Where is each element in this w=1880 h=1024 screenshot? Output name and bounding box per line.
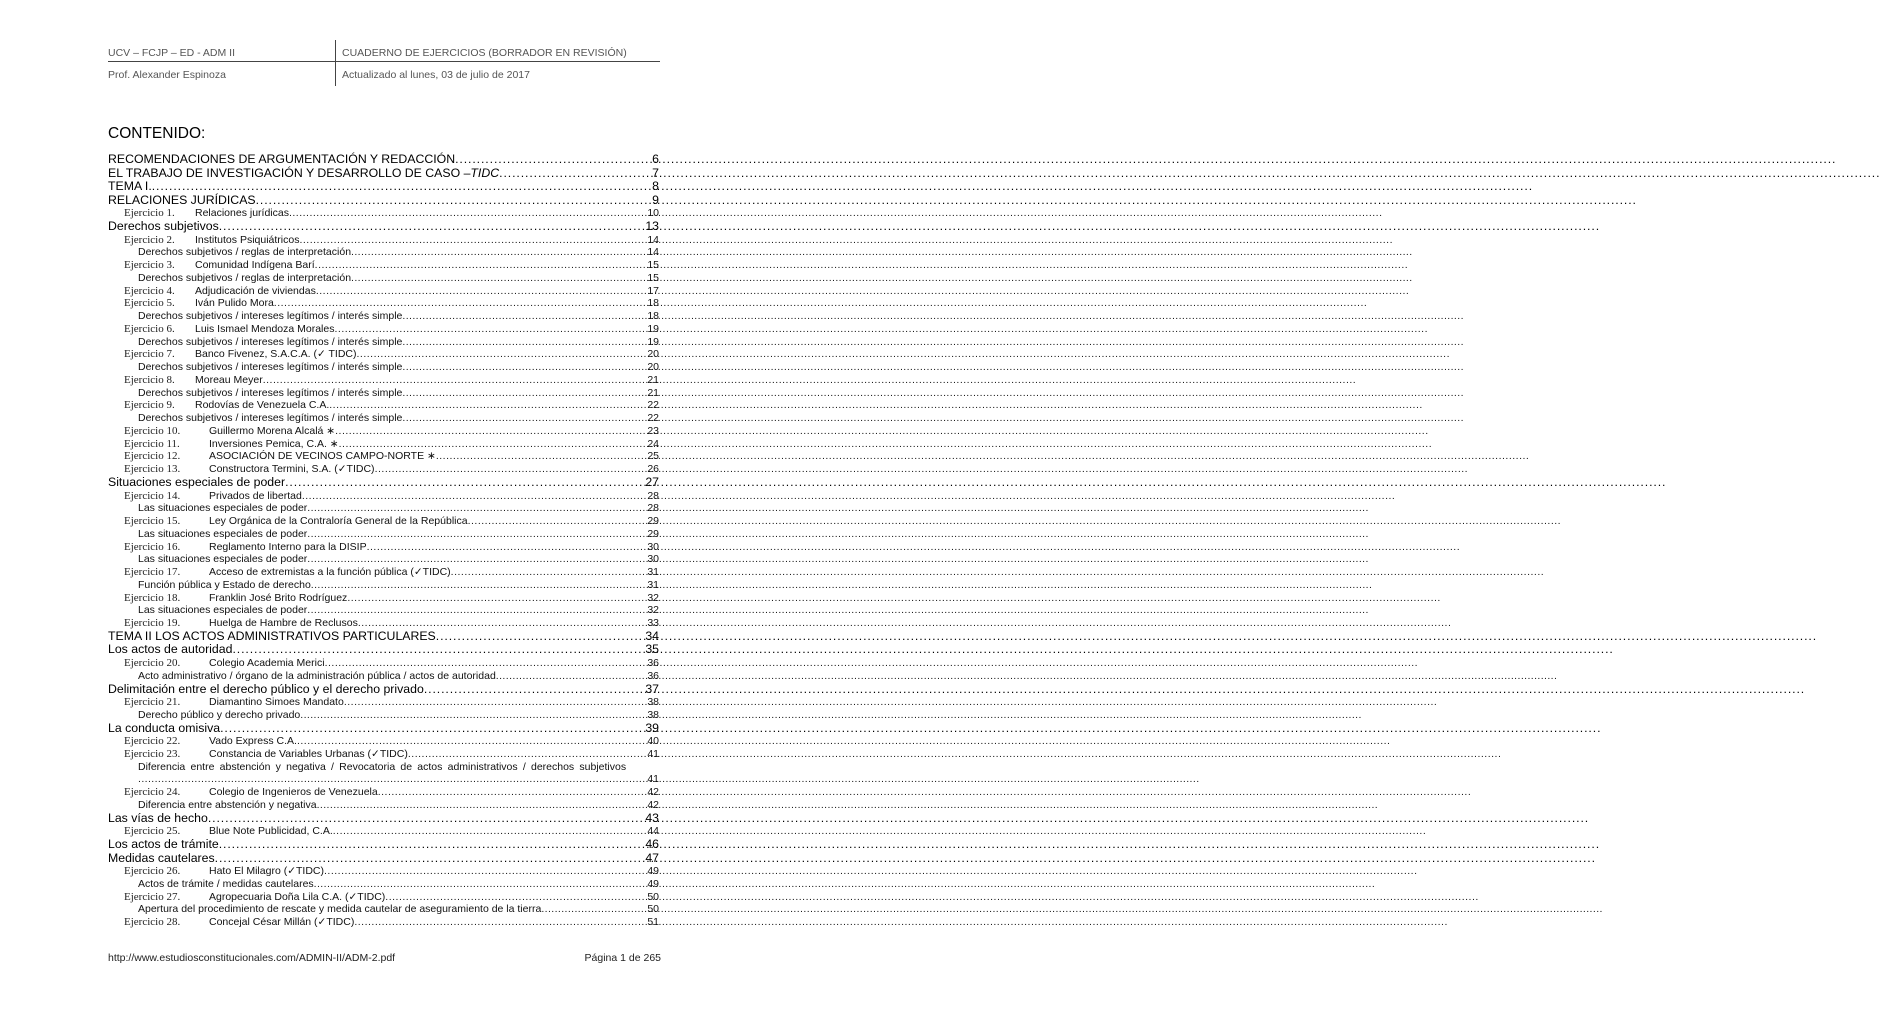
toc-page-number: 25 bbox=[647, 450, 659, 463]
toc-page-number: 47 bbox=[645, 850, 659, 865]
toc-dot-leader bbox=[329, 399, 646, 412]
toc-exercise-label: Ejercicio 11. bbox=[124, 437, 180, 450]
toc-page-number: 26 bbox=[647, 463, 659, 476]
toc-page-number: 9 bbox=[652, 192, 659, 207]
toc-page-number: 37 bbox=[645, 681, 659, 696]
toc-subtopic-entry[interactable] bbox=[108, 246, 659, 259]
toc-section-title: EL TRABAJO DE INVESTIGACIÓN Y DESARROLLO DE CASO – bbox=[108, 165, 471, 180]
header-document-title: CUADERNO DE EJERCICIOS (BORRADOR EN REVISIÓN) bbox=[342, 47, 627, 59]
toc-exercise-title: Rodovías de Venezuela C.A. bbox=[195, 399, 330, 412]
toc-exercise-label: Ejercicio 12. bbox=[124, 450, 181, 463]
toc-page-number: 43 bbox=[645, 810, 659, 825]
toc-section-entry[interactable] bbox=[108, 153, 659, 167]
toc-exercise-entry[interactable] bbox=[108, 323, 659, 336]
toc-dot-leader bbox=[455, 153, 651, 167]
toc-exercise-entry[interactable] bbox=[108, 657, 659, 670]
toc-section-title: Situaciones especiales de poder bbox=[108, 474, 286, 489]
toc-exercise-entry[interactable] bbox=[108, 735, 659, 748]
toc-page-number: 42 bbox=[647, 798, 659, 811]
toc-exercise-label: Ejercicio 1. bbox=[124, 207, 175, 220]
toc-dot-leader bbox=[424, 683, 645, 697]
toc-exercise-entry[interactable] bbox=[108, 748, 659, 761]
toc-page-number: 40 bbox=[647, 735, 659, 748]
toc-dot-leader bbox=[299, 234, 646, 247]
toc-exercise-title: Inversiones Pemica, C.A. ∗ bbox=[209, 437, 339, 450]
toc-exercise-entry[interactable] bbox=[108, 865, 659, 878]
toc-exercise-label: Ejercicio 7. bbox=[124, 348, 175, 361]
toc-page-number: 49 bbox=[647, 865, 659, 878]
toc-subtopic-entry[interactable] bbox=[108, 604, 659, 617]
toc-exercise-title: Concejal César Millán (✓TIDC) bbox=[209, 916, 355, 929]
toc-dot-leader bbox=[378, 786, 647, 799]
toc-dot-leader bbox=[325, 657, 647, 670]
toc-subtopic-title: Derecho público y derecho privado bbox=[138, 708, 301, 721]
toc-exercise-entry[interactable] bbox=[108, 916, 659, 929]
toc-section-entry[interactable] bbox=[108, 180, 659, 194]
toc-exercise-label: Ejercicio 19. bbox=[124, 617, 181, 630]
toc-page-number: 33 bbox=[647, 617, 659, 630]
toc-dot-leader bbox=[219, 220, 645, 234]
header-updated-date: Actualizado al lunes, 03 de julio de 2017 bbox=[342, 69, 530, 81]
toc-page-number: 21 bbox=[647, 373, 659, 386]
toc-subtopic-title: Derechos subjetivos / intereses legítimos / interés simple bbox=[138, 386, 403, 399]
toc-exercise-label: Ejercicio 18. bbox=[124, 591, 181, 604]
toc-dot-leader bbox=[496, 670, 647, 683]
toc-exercise-title: Iván Pulido Mora bbox=[195, 297, 274, 310]
toc-exercise-entry[interactable] bbox=[108, 515, 659, 528]
toc-subtopic-entry[interactable] bbox=[108, 310, 659, 323]
header-divider-horizontal bbox=[108, 61, 660, 62]
toc-section-entry[interactable] bbox=[108, 722, 659, 736]
toc-exercise-title: Luis Ismael Mendoza Morales bbox=[195, 322, 335, 335]
toc-dot-leader bbox=[317, 799, 647, 812]
toc-dot-leader bbox=[335, 425, 646, 438]
toc-exercise-label: Ejercicio 9. bbox=[124, 399, 175, 412]
toc-section-title: Medidas cautelares bbox=[108, 850, 215, 865]
toc-page-number: 22 bbox=[647, 399, 659, 412]
toc-exercise-title: Vado Express C.A. bbox=[209, 735, 297, 748]
toc-page-number: 50 bbox=[647, 903, 659, 916]
toc-page-number: 50 bbox=[647, 890, 659, 903]
toc-exercise-entry[interactable] bbox=[108, 450, 659, 463]
toc-dot-leader bbox=[356, 348, 646, 361]
toc-dot-leader bbox=[302, 490, 647, 503]
toc-dot-leader bbox=[358, 617, 646, 630]
toc-section-title: RECOMENDACIONES DE ARGUMENTACIÓN Y REDACCIÓN bbox=[108, 152, 456, 166]
toc-exercise-entry[interactable] bbox=[108, 297, 659, 310]
toc-exercise-entry[interactable] bbox=[108, 617, 659, 630]
toc-exercise-label: Ejercicio 6. bbox=[124, 322, 175, 335]
toc-page-number: 32 bbox=[647, 604, 659, 617]
toc-subtopic-title: Derechos subjetivos / intereses legítimos / interés simple bbox=[138, 310, 403, 323]
toc-exercise-label: Ejercicio 27. bbox=[124, 890, 181, 903]
toc-exercise-entry[interactable] bbox=[108, 490, 659, 503]
toc-subtopic-entry[interactable] bbox=[108, 878, 659, 891]
toc-exercise-label: Ejercicio 16. bbox=[124, 540, 181, 553]
toc-exercise-entry[interactable] bbox=[108, 285, 659, 298]
toc-exercise-label: Ejercicio 21. bbox=[124, 696, 181, 709]
toc-page-number: 7 bbox=[652, 165, 659, 180]
toc-dot-leader bbox=[351, 246, 646, 259]
toc-subtopic-entry[interactable] bbox=[108, 272, 659, 285]
toc-dot-leader bbox=[307, 502, 646, 515]
toc-page-number: 22 bbox=[647, 412, 659, 425]
toc-dot-leader bbox=[347, 592, 646, 605]
toc-exercise-title: Colegio de Ingenieros de Venezuela bbox=[209, 786, 378, 799]
toc-section-entry[interactable] bbox=[108, 630, 659, 644]
toc-exercise-entry[interactable] bbox=[108, 541, 659, 554]
toc-dot-leader bbox=[499, 167, 651, 181]
toc-subtopic-title: Las situaciones especiales de poder bbox=[138, 604, 308, 617]
toc-page-number: 21 bbox=[647, 386, 659, 399]
toc-page-number: 36 bbox=[647, 669, 659, 682]
toc-dot-leader bbox=[351, 272, 646, 285]
toc-dot-leader bbox=[402, 310, 646, 323]
toc-exercise-entry[interactable] bbox=[108, 399, 659, 412]
toc-section-entry[interactable] bbox=[108, 838, 659, 852]
toc-exercise-entry[interactable] bbox=[108, 374, 659, 387]
toc-section-title: Los actos de trámite bbox=[108, 837, 219, 852]
toc-page-number: 35 bbox=[645, 642, 659, 657]
toc-exercise-title: Huelga de Hambre de Reclusos bbox=[209, 617, 358, 630]
toc-exercise-title: Colegio Academia Merici bbox=[209, 657, 325, 669]
toc-exercise-title: Reglamento Interno para la DISIP bbox=[209, 540, 367, 553]
toc-dot-leader bbox=[324, 865, 646, 878]
table-of-contents bbox=[108, 153, 659, 929]
toc-dot-leader bbox=[307, 528, 646, 541]
toc-dot-leader bbox=[541, 903, 646, 916]
toc-page-number: 18 bbox=[647, 297, 659, 310]
toc-section-entry[interactable] bbox=[108, 476, 659, 490]
toc-exercise-title: Agropecuaria Doña Lila C.A. (✓TIDC) bbox=[209, 890, 386, 903]
toc-dot-leader bbox=[339, 438, 647, 451]
toc-dot-leader bbox=[208, 812, 645, 826]
toc-page-number: 29 bbox=[647, 527, 659, 540]
toc-page-number: 15 bbox=[647, 271, 659, 284]
toc-exercise-label: Ejercicio 15. bbox=[124, 515, 181, 528]
toc-subtopic-title: Las situaciones especiales de poder bbox=[138, 527, 308, 540]
toc-page-number: 8 bbox=[652, 179, 659, 194]
toc-exercise-title: Constructora Termini, S.A. (✓TIDC) bbox=[209, 463, 375, 476]
toc-exercise-title: Privados de libertad bbox=[209, 489, 302, 502]
toc-exercise-title: Constancia de Variables Urbanas (✓TIDC) bbox=[209, 747, 408, 760]
toc-page-number: 32 bbox=[647, 591, 659, 604]
toc-page-number: 38 bbox=[647, 708, 659, 721]
toc-section-entry[interactable] bbox=[108, 643, 659, 657]
toc-section-entry[interactable] bbox=[108, 220, 659, 234]
toc-subtopic-entry[interactable] bbox=[108, 528, 659, 541]
toc-dot-leader bbox=[367, 541, 647, 554]
toc-exercise-entry[interactable] bbox=[108, 696, 659, 709]
toc-dot-leader bbox=[232, 643, 644, 657]
toc-page-number: 24 bbox=[647, 437, 659, 450]
toc-subtopic-entry[interactable] bbox=[108, 361, 659, 374]
toc-section-entry[interactable] bbox=[108, 167, 659, 181]
toc-page-number: 10 bbox=[647, 207, 659, 220]
toc-dot-leader bbox=[402, 361, 646, 374]
toc-subtopic-title: Diferencia entre abstención y negativa bbox=[138, 798, 317, 811]
toc-page-number: 31 bbox=[647, 566, 659, 579]
toc-dot-leader bbox=[354, 916, 646, 929]
toc-exercise-entry[interactable] bbox=[108, 259, 659, 272]
toc-page-number: 46 bbox=[645, 837, 659, 852]
toc-page-number: 34 bbox=[645, 628, 659, 643]
toc-subtopic-title: Las situaciones especiales de poder bbox=[138, 553, 308, 566]
toc-section-entry[interactable] bbox=[108, 852, 659, 866]
toc-subtopic-entry[interactable] bbox=[108, 903, 659, 916]
toc-page-number: 15 bbox=[647, 259, 659, 272]
toc-exercise-title: Hato El Milagro (✓TIDC) bbox=[209, 865, 324, 878]
toc-exercise-entry[interactable] bbox=[108, 425, 659, 438]
toc-exercise-entry[interactable] bbox=[108, 786, 659, 799]
toc-section-title: RELACIONES JURÍDICAS bbox=[108, 192, 256, 207]
toc-page-number: 42 bbox=[647, 786, 659, 799]
toc-exercise-title: Acceso de extremistas a la función pública (✓TIDC) bbox=[209, 566, 451, 579]
toc-section-title: Las vías de hecho bbox=[108, 810, 208, 825]
toc-exercise-label: Ejercicio 2. bbox=[124, 233, 175, 246]
footer-url[interactable]: http://www.estudiosconstitucionales.com/ADMIN-II/ADM-2.pdf bbox=[108, 952, 396, 964]
toc-dot-leader bbox=[385, 891, 646, 904]
toc-exercise-label: Ejercicio 14. bbox=[124, 489, 181, 502]
toc-subtopic-title: Derechos subjetivos / reglas de interpretación bbox=[138, 271, 352, 284]
toc-page-number: 28 bbox=[647, 502, 659, 515]
toc-exercise-label: Ejercicio 5. bbox=[124, 297, 175, 310]
toc-page-number: 51 bbox=[647, 916, 659, 929]
toc-section-title-italic: TIDC bbox=[470, 165, 500, 180]
toc-subtopic-entry[interactable] bbox=[108, 387, 659, 400]
toc-exercise-title: Comunidad Indígena Barí bbox=[195, 259, 315, 272]
toc-dot-leader bbox=[315, 259, 647, 272]
toc-section-entry[interactable] bbox=[108, 812, 659, 826]
toc-dot-leader bbox=[215, 852, 645, 866]
toc-dot-leader bbox=[152, 180, 651, 194]
toc-exercise-label: Ejercicio 24. bbox=[124, 786, 181, 799]
toc-exercise-entry[interactable] bbox=[108, 348, 659, 361]
toc-page-number: 20 bbox=[647, 361, 659, 374]
toc-page-number: 17 bbox=[647, 284, 659, 297]
toc-exercise-entry[interactable] bbox=[108, 566, 659, 579]
toc-section-title: Los actos de autoridad bbox=[108, 642, 233, 657]
toc-page-number: 30 bbox=[647, 540, 659, 553]
toc-exercise-label: Ejercicio 17. bbox=[124, 566, 181, 579]
toc-exercise-label: Ejercicio 26. bbox=[124, 865, 181, 878]
toc-page-number: 6 bbox=[652, 152, 659, 166]
toc-page-number: 41 bbox=[647, 773, 659, 786]
toc-exercise-entry[interactable] bbox=[108, 438, 659, 451]
toc-dot-leader bbox=[408, 748, 646, 761]
toc-dot-leader bbox=[468, 515, 647, 528]
toc-exercise-label: Ejercicio 28. bbox=[124, 916, 181, 929]
toc-exercise-entry[interactable] bbox=[108, 891, 659, 904]
toc-exercise-title: Franklin José Brito Rodríguez bbox=[209, 591, 348, 604]
toc-exercise-title: Institutos Psiquiátricos bbox=[195, 233, 300, 246]
toc-subtopic-entry[interactable] bbox=[108, 502, 659, 515]
toc-dot-leader bbox=[307, 553, 646, 566]
toc-subtopic-title: Derechos subjetivos / intereses legítimos / interés simple bbox=[138, 361, 403, 374]
toc-dot-leader bbox=[219, 838, 645, 852]
toc-subtopic-entry[interactable] bbox=[108, 336, 659, 349]
toc-section-title: TEMA II LOS ACTOS ADMINISTRATIVOS PARTICULARES bbox=[108, 628, 436, 643]
toc-dot-leader bbox=[311, 579, 647, 592]
page-header bbox=[108, 40, 660, 86]
toc-exercise-label: Ejercicio 8. bbox=[124, 373, 175, 386]
toc-subtopic-entry[interactable] bbox=[108, 579, 659, 592]
toc-page-number: 38 bbox=[647, 696, 659, 709]
toc-dot-leader bbox=[300, 709, 646, 722]
toc-exercise-label: Ejercicio 4. bbox=[124, 284, 175, 297]
toc-dot-leader bbox=[307, 604, 646, 617]
toc-dot-leader bbox=[344, 696, 646, 709]
toc-exercise-title: Adjudicación de viviendas bbox=[195, 284, 316, 297]
toc-dot-leader bbox=[316, 285, 646, 298]
toc-page-number: 27 bbox=[645, 474, 659, 489]
toc-subtopic-title: Derechos subjetivos / intereses legítimos / interés simple bbox=[138, 335, 403, 348]
page-title: CONTENIDO: bbox=[108, 125, 206, 142]
toc-dot-leader bbox=[451, 566, 647, 579]
toc-page-number: 30 bbox=[647, 553, 659, 566]
toc-page-number: 39 bbox=[645, 720, 659, 735]
toc-subtopic-title: Derechos subjetivos / intereses legítimos / interés simple bbox=[138, 412, 403, 425]
toc-section-title: TEMA I. bbox=[108, 179, 152, 194]
toc-subtopic-entry[interactable] bbox=[108, 670, 659, 683]
toc-section-title: Derechos subjetivos bbox=[108, 219, 219, 234]
toc-exercise-label: Ejercicio 10. bbox=[124, 424, 181, 437]
toc-section-title: La conducta omisiva bbox=[108, 720, 221, 735]
toc-page-number: 29 bbox=[647, 515, 659, 528]
toc-section-entry[interactable] bbox=[108, 194, 659, 208]
toc-page-number: 41 bbox=[647, 747, 659, 760]
toc-page-number: 14 bbox=[647, 233, 659, 246]
toc-exercise-entry[interactable] bbox=[108, 234, 659, 247]
toc-exercise-title: Relaciones jurídicas bbox=[195, 207, 289, 220]
toc-subtopic-entry[interactable] bbox=[108, 709, 659, 722]
toc-page-number: 28 bbox=[647, 489, 659, 502]
toc-dot-leader bbox=[436, 630, 645, 644]
toc-exercise-label: Ejercicio 23. bbox=[124, 747, 181, 760]
toc-exercise-label: Ejercicio 20. bbox=[124, 657, 181, 669]
toc-subtopic-title: Acto administrativo / órgano de la administración pública / actos de autoridad bbox=[138, 669, 496, 682]
toc-page-number: 23 bbox=[647, 424, 659, 437]
toc-exercise-title: Blue Note Publicidad, C.A. bbox=[209, 825, 333, 838]
toc-dot-leader bbox=[297, 735, 646, 748]
toc-dot-leader bbox=[138, 773, 646, 786]
toc-page-number: 13 bbox=[645, 219, 659, 234]
toc-exercise-title: Moreau Meyer bbox=[195, 373, 263, 386]
toc-exercise-title: ASOCIACIÓN DE VECINOS CAMPO-NORTE ∗ bbox=[209, 450, 436, 463]
footer-page-number: Página 1 de 265 bbox=[584, 952, 661, 964]
toc-dot-leader bbox=[402, 387, 646, 400]
header-author: Prof. Alexander Espinoza bbox=[108, 69, 226, 81]
toc-page-number: 14 bbox=[647, 246, 659, 259]
toc-subtopic-entry[interactable] bbox=[108, 553, 659, 566]
toc-subtopic-entry[interactable] bbox=[108, 799, 659, 812]
toc-exercise-label: Ejercicio 3. bbox=[124, 259, 175, 272]
toc-page-number: 19 bbox=[647, 335, 659, 348]
toc-page-number: 20 bbox=[647, 348, 659, 361]
toc-subtopic-title: Función pública y Estado de derecho bbox=[138, 578, 311, 591]
toc-exercise-label: Ejercicio 13. bbox=[124, 463, 181, 476]
toc-dot-leader bbox=[314, 878, 647, 891]
toc-dot-leader bbox=[256, 194, 652, 208]
toc-page-number: 19 bbox=[647, 322, 659, 335]
toc-page-number: 18 bbox=[647, 310, 659, 323]
toc-page-number: 31 bbox=[647, 578, 659, 591]
toc-dot-leader bbox=[274, 297, 647, 310]
toc-exercise-title: Ley Orgánica de la Contraloría General de la República bbox=[209, 515, 468, 528]
toc-dot-leader bbox=[334, 323, 646, 336]
toc-exercise-label: Ejercicio 22. bbox=[124, 735, 181, 748]
toc-subtopic-title: Las situaciones especiales de poder bbox=[138, 502, 308, 515]
toc-dot-leader bbox=[402, 336, 646, 349]
toc-section-entry[interactable] bbox=[108, 683, 659, 697]
toc-exercise-label: Ejercicio 25. bbox=[124, 825, 181, 838]
toc-dot-leader bbox=[220, 722, 644, 736]
toc-exercise-title: Banco Fivenez, S.A.C.A. (✓ TIDC) bbox=[195, 348, 357, 361]
toc-section-title: Delimitación entre el derecho público y el derecho privado bbox=[108, 681, 424, 696]
toc-subtopic-text: Diferencia entre abstención y negativa / Revocatoria de actos administrativos / derechos subjetivos bbox=[138, 760, 627, 773]
toc-exercise-title: Guillermo Morena Alcalá ∗ bbox=[209, 424, 336, 437]
toc-page-number: 44 bbox=[647, 825, 659, 838]
toc-page-number: 49 bbox=[647, 877, 659, 890]
toc-subtopic-title: Actos de trámite / medidas cautelares bbox=[138, 877, 314, 890]
toc-exercise-title: Diamantino Simoes Mandato bbox=[209, 696, 344, 709]
toc-exercise-entry[interactable] bbox=[108, 592, 659, 605]
header-divider-vertical bbox=[335, 40, 336, 86]
toc-subtopic-title: Apertura del procedimiento de rescate y medida cautelar de aseguramiento de la tierra bbox=[138, 903, 542, 916]
toc-dot-leader bbox=[402, 412, 646, 425]
toc-dot-leader bbox=[436, 450, 647, 463]
header-course: UCV – FCJP – ED - ADM II bbox=[108, 47, 235, 59]
toc-subtopic-entry[interactable] bbox=[108, 412, 659, 425]
toc-subtopic-title: Derechos subjetivos / reglas de interpretación bbox=[138, 246, 352, 259]
toc-dot-leader bbox=[285, 476, 644, 490]
toc-dot-leader bbox=[263, 374, 647, 387]
toc-subtopic-entry[interactable] bbox=[108, 773, 659, 786]
toc-page-number: 36 bbox=[647, 657, 659, 669]
